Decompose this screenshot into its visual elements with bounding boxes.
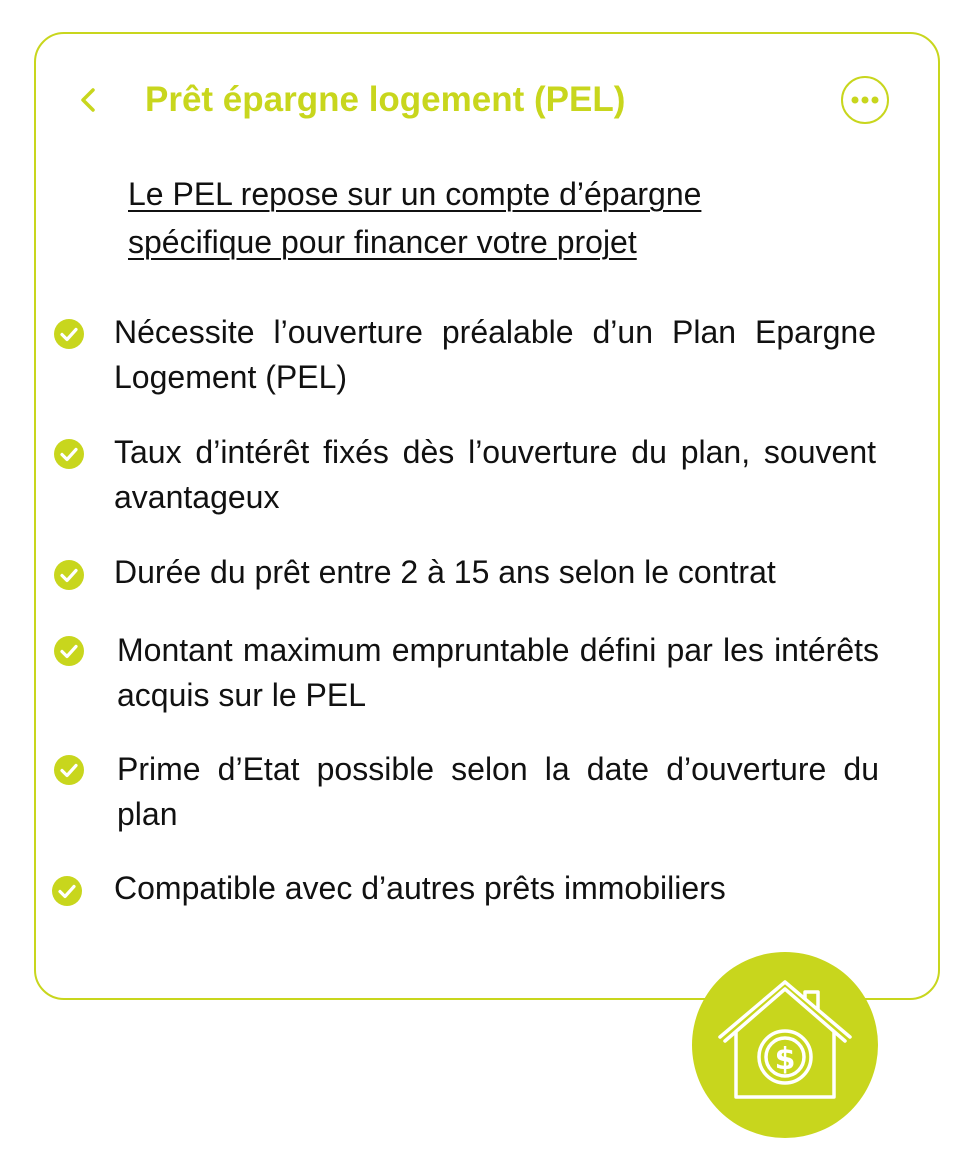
feature-text: Compatible avec d’autres prêts immobiliers (114, 870, 726, 906)
more-horizontal-icon (850, 95, 880, 105)
check-circle-icon (54, 439, 84, 469)
check-circle-icon (52, 876, 82, 906)
svg-text:$: $ (774, 1042, 796, 1077)
feature-text: Nécessite l’ouverture préalable d’un Plan Epargne Logement (PEL) (114, 314, 876, 395)
subtitle: Le PEL repose sur un compte d’épargne spécifique pour financer votre projet (128, 176, 702, 260)
check-circle-icon (54, 319, 84, 349)
more-options-button[interactable] (841, 76, 889, 124)
chevron-left-icon (76, 84, 100, 116)
check-circle-icon (54, 755, 84, 785)
house-dollar-icon (692, 952, 878, 1138)
back-button[interactable] (70, 78, 106, 122)
house-badge (692, 952, 878, 1138)
feature-text: Prime d’Etat possible selon la date d’ouverture du plan (117, 751, 879, 832)
check-circle-icon (54, 636, 84, 666)
feature-text: Montant maximum empruntable défini par les intérêts acquis sur le PEL (117, 632, 879, 713)
check-circle-icon (54, 560, 84, 590)
feature-text: Durée du prêt entre 2 à 15 ans selon le contrat (114, 554, 776, 590)
page-title: Prêt épargne logement (PEL) (145, 80, 626, 119)
feature-text: Taux d’intérêt fixés dès l’ouverture du plan, souvent avantageux (114, 434, 876, 515)
